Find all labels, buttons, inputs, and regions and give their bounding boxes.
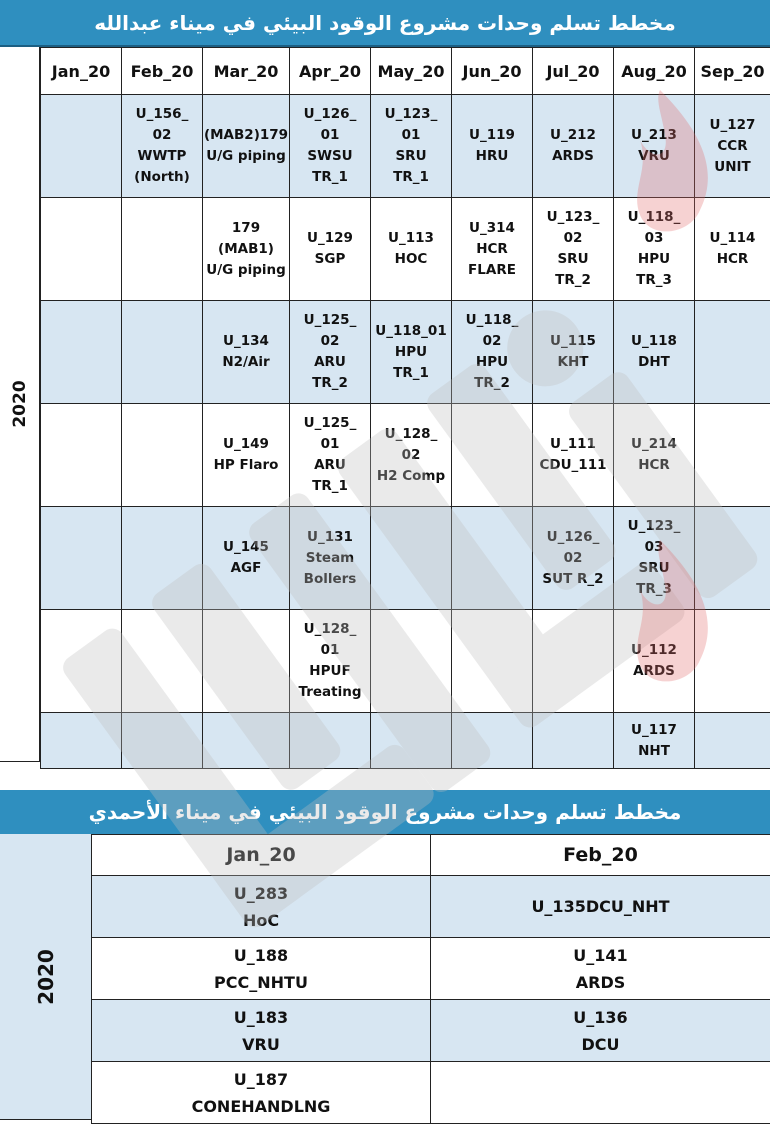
table1-cell: U_128_ 02 H2 Comp	[371, 404, 452, 507]
table1-cell	[695, 610, 770, 713]
table1-cell	[122, 713, 203, 769]
table1-cell	[452, 610, 533, 713]
table1-cell: U_123_ 03 SRU TR_3	[614, 507, 695, 610]
table1-month-header: Mar_20	[203, 48, 290, 95]
table1-cell: U_118_ 02 HPU TR_2	[452, 301, 533, 404]
table2-row	[92, 938, 770, 1000]
table1-cell: U_114 HCR	[695, 198, 770, 301]
table1-month-header: Sep_20	[695, 48, 770, 95]
table1-cell	[41, 507, 122, 610]
table2-month-header: Jan_20	[92, 835, 431, 876]
table2-cell: U_187 CONEHANDLNG	[92, 1062, 431, 1124]
table1-row	[41, 198, 770, 301]
table2-header-row	[92, 835, 770, 876]
table2-cell	[431, 1062, 770, 1124]
table1-cell: U_213 VRU	[614, 95, 695, 198]
table1-cell	[41, 198, 122, 301]
table2-row	[92, 1062, 770, 1124]
table1-row	[41, 95, 770, 198]
table1-cell	[122, 610, 203, 713]
table1-title: مخطط تسلم وحدات مشروع الوقود البيئي في ميناء عبدالله	[0, 0, 770, 47]
table1-cell: U_126_ 02 SUT R_2	[533, 507, 614, 610]
table1-cell	[695, 404, 770, 507]
table1-cell: U_128_ 01 HPUF Treating	[290, 610, 371, 713]
table1-month-header: Jul_20	[533, 48, 614, 95]
table1-cell: U_134 N2/Air	[203, 301, 290, 404]
table1-month-header: Apr_20	[290, 48, 371, 95]
table1-cell: U_115 KHT	[533, 301, 614, 404]
table1-cell	[371, 507, 452, 610]
table1-cell: U_119 HRU	[452, 95, 533, 198]
table1-cell: U_156_ 02 WWTP (North)	[122, 95, 203, 198]
table1-month-header: Feb_20	[122, 48, 203, 95]
table1-cell: U_123_ 01 SRU TR_1	[371, 95, 452, 198]
table1-body	[41, 95, 770, 769]
table1-cell: U_145 AGF	[203, 507, 290, 610]
table1-cell	[41, 713, 122, 769]
table1-cell	[695, 713, 770, 769]
table1-cell: U_214 HCR	[614, 404, 695, 507]
table1-cell: U_127 CCR UNIT	[695, 95, 770, 198]
table1-cell	[371, 713, 452, 769]
table1-cell: U_314 HCR FLARE	[452, 198, 533, 301]
table1-row	[41, 610, 770, 713]
table1-cell: U_125_ 01 ARU TR_1	[290, 404, 371, 507]
table1-month-header: Aug_20	[614, 48, 695, 95]
table1-row	[41, 301, 770, 404]
table2-cell: U_188 PCC_NHTU	[92, 938, 431, 1000]
table1-cell: U_149 HP Flaro	[203, 404, 290, 507]
table2-grid	[91, 834, 770, 1124]
table1-cell	[41, 404, 122, 507]
table1-year-column	[0, 47, 40, 762]
table2-year-column	[0, 834, 92, 1120]
table1-cell: U_126_ 01 SWSU TR_1	[290, 95, 371, 198]
table2-cell: U_136 DCU	[431, 1000, 770, 1062]
table1-cell	[452, 507, 533, 610]
table1-cell	[203, 713, 290, 769]
table1-cell	[41, 301, 122, 404]
table1-row	[41, 404, 770, 507]
table1-cell: U_123_ 02 SRU TR_2	[533, 198, 614, 301]
table1-cell	[41, 610, 122, 713]
table2-month-header: Feb_20	[431, 835, 770, 876]
table2-cell: U_135DCU_NHT	[431, 876, 770, 938]
table1-cell	[452, 404, 533, 507]
table1-month-header: May_20	[371, 48, 452, 95]
table1-cell	[290, 713, 371, 769]
table1-cell	[695, 507, 770, 610]
table1-cell: U_112 ARDS	[614, 610, 695, 713]
table1-cell: (MAB2)179 U/G piping	[203, 95, 290, 198]
table2-title: مخطط تسلم وحدات مشروع الوقود البيئي في ميناء الأحمدي	[0, 790, 770, 834]
table1-cell: U_131 Steam Bollers	[290, 507, 371, 610]
table1-row	[41, 713, 770, 769]
table2-year-label: 2020	[33, 948, 58, 1005]
table1-cell	[122, 404, 203, 507]
table2-row	[92, 1000, 770, 1062]
table1-cell: U_118 DHT	[614, 301, 695, 404]
table1-cell: U_117 NHT	[614, 713, 695, 769]
table1-cell: U_111 CDU_111	[533, 404, 614, 507]
table1-month-header: Jun_20	[452, 48, 533, 95]
table1-cell	[122, 198, 203, 301]
table1-cell: U_125_ 02 ARU TR_2	[290, 301, 371, 404]
table1-month-header: Jan_20	[41, 48, 122, 95]
table1-cell	[452, 713, 533, 769]
table1-cell: U_118_01 HPU TR_1	[371, 301, 452, 404]
table1-cell	[533, 713, 614, 769]
table1-row	[41, 507, 770, 610]
table1-cell: U_118_ 03 HPU TR_3	[614, 198, 695, 301]
table1-cell	[695, 301, 770, 404]
table1-cell	[41, 95, 122, 198]
table2-cell: U_283 HoC	[92, 876, 431, 938]
table1-cell	[122, 507, 203, 610]
table1-header-row	[41, 48, 770, 95]
table1-cell	[533, 610, 614, 713]
table1-cell: U_212 ARDS	[533, 95, 614, 198]
table1-cell: U_129 SGP	[290, 198, 371, 301]
table1-year-label: 2020	[9, 380, 30, 428]
table2-cell: U_183 VRU	[92, 1000, 431, 1062]
table1-cell	[203, 610, 290, 713]
table2-cell: U_141 ARDS	[431, 938, 770, 1000]
table2-row	[92, 876, 770, 938]
table1-cell: U_113 HOC	[371, 198, 452, 301]
table1-grid	[40, 47, 770, 769]
table1-cell	[371, 610, 452, 713]
table1-cell	[122, 301, 203, 404]
table1-cell: 179 (MAB1) U/G piping	[203, 198, 290, 301]
table2-body	[92, 876, 770, 1124]
